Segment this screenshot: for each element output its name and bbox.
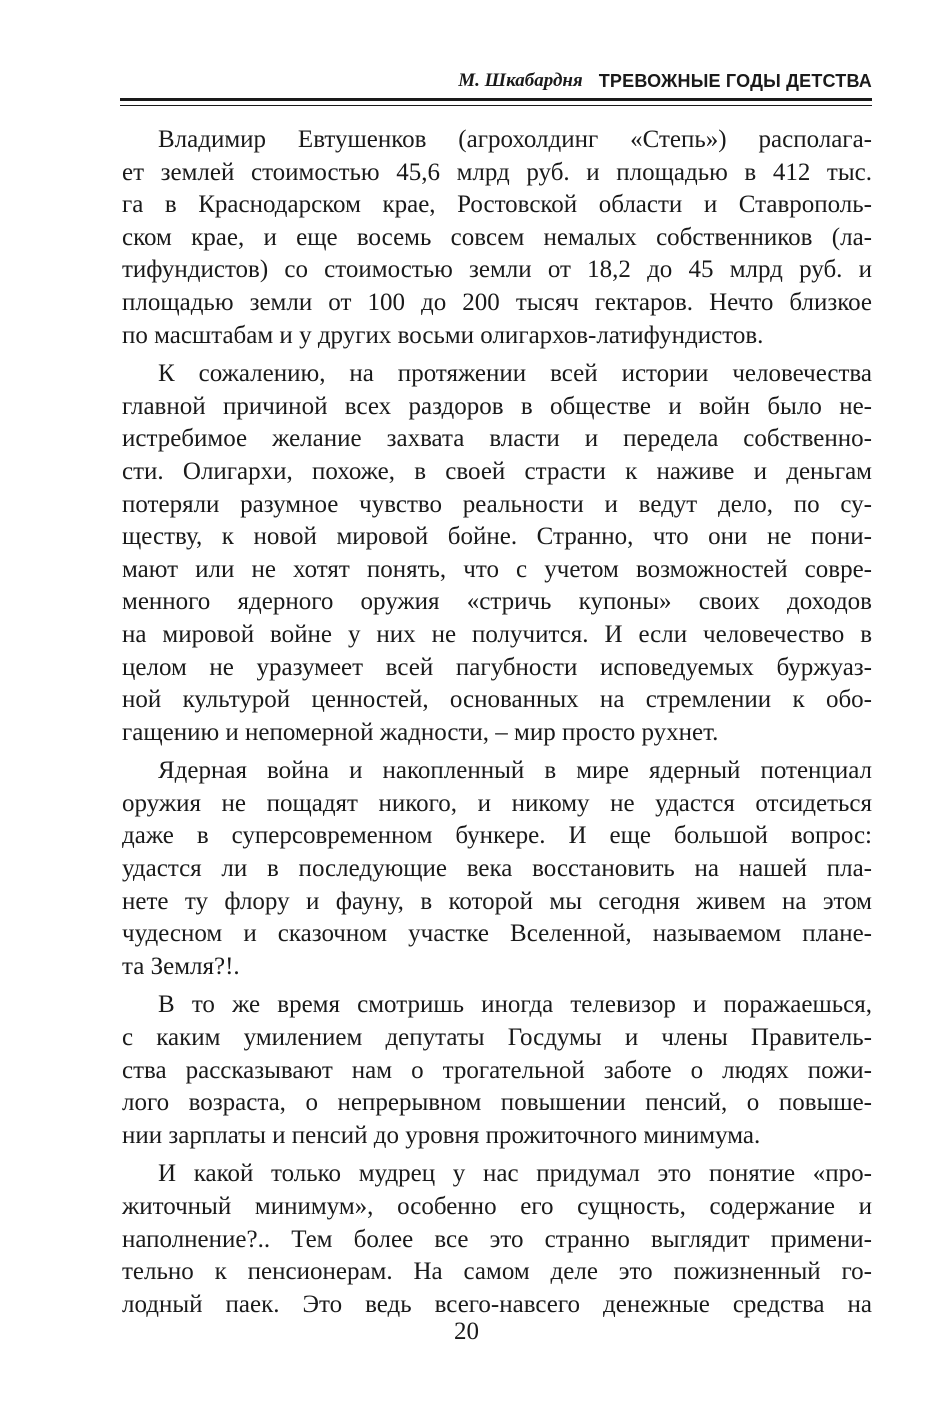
text-line: В то же время смотришь иногда телевизор и поражаешься, [158, 991, 872, 1019]
running-header [120, 62, 872, 92]
paragraph [122, 358, 872, 749]
text-line: истребимое желание захвата власти и передела собственно- [122, 425, 872, 453]
text-line: нете ту флору и фауну, в которой мы сегодня живем на этом [122, 887, 872, 915]
text-line: даже в суперсовременном бункере. И еще большой вопрос: [122, 822, 872, 850]
text-line: ществу, к новой мировой бойне. Странно, что они не пони- [122, 523, 872, 551]
text-line: наполнение?.. Тем более все это странно выглядит примени- [122, 1225, 872, 1253]
text-line: чудесном и сказочном участке Вселенной, называемом плане- [122, 920, 872, 948]
text-line: по масштабам и у других восьми олигархов-латифундистов. [122, 321, 764, 349]
header-rule [120, 98, 872, 106]
text-line: Ядерная война и накопленный в мире ядерный потенциал [158, 757, 872, 785]
text-line: тифундистов) со стоимостью земли от 18,2 до 45 млрд руб. и [122, 256, 872, 284]
paragraph [122, 1158, 872, 1321]
page-number: 20 [454, 1318, 479, 1345]
paragraph [122, 989, 872, 1152]
body-text [122, 124, 872, 1327]
paragraph [122, 124, 872, 352]
text-line: с каким умилением депутаты Госдумы и члены Правитель- [122, 1024, 872, 1052]
text-line: И какой только мудрец у нас придумал это понятие «про- [158, 1160, 872, 1188]
paragraph [122, 755, 872, 983]
text-line: га в Краснодарском крае, Ростовской области и Ставрополь- [122, 191, 872, 219]
text-line: ском крае, и еще восемь совсем немалых собственников (ла- [122, 223, 872, 251]
text-line: Владимир Евтушенков (агрохолдинг «Степь») располага- [158, 126, 872, 153]
text-line: удастся ли в последующие века восстановить на нашей пла- [122, 855, 872, 883]
text-line: К сожалению, на протяжении всей истории человечества [158, 360, 872, 388]
text-line: главной причиной всех раздоров в обществе и войн было не- [122, 392, 872, 420]
text-line: площадью земли от 100 до 200 тысяч гектаров. Нечто близкое [122, 288, 872, 316]
text-line: мают или не хотят понять, что с учетом возможностей совре- [122, 555, 872, 583]
text-line: оружия не пощадят никого, и никому не удастся отсидеться [122, 789, 872, 817]
text-line: лого возраста, о непрерывном повышении пенсий, о повыше- [122, 1089, 872, 1117]
header-author: М. Шкабардня [458, 70, 583, 91]
text-line: та Земля?!. [122, 952, 240, 980]
text-line: нии зарплаты и пенсий до уровня прожиточного минимума. [122, 1121, 761, 1149]
text-line: на мировой войне у них не получится. И если человечество в [122, 620, 872, 648]
header-title: ТРЕВОЖНЫЕ ГОДЫ ДЕТСТВА [598, 71, 872, 91]
text-line: гащению и непомерной жадности, – мир просто рухнет. [122, 718, 719, 746]
text-line: житочный минимум», особенно его сущность, содержание и [122, 1193, 872, 1220]
text-line: потеряли разумное чувство реальности и ведут дело, по су- [122, 490, 872, 518]
text-line: целом не уразумеет всей пагубности исповедуемых буржуаз- [122, 653, 872, 681]
text-line: сти. Олигархи, похоже, в своей страсти к наживе и деньгам [122, 457, 872, 485]
text-line: тельно к пенсионерам. На самом деле это пожизненный го- [122, 1258, 872, 1286]
text-line: ной культурой ценностей, основанных на стремлении к обо- [122, 686, 872, 714]
text-line: ства рассказывают нам о трогательной заботе о людях пожи- [122, 1056, 872, 1084]
text-line: менного ядерного оружия «стричь купоны» своих доходов [122, 588, 872, 616]
text-line: лодный паек. Это ведь всего-навсего денежные средства на [122, 1290, 872, 1318]
text-line: ет землей стоимостью 45,6 млрд руб. и площадью в 412 тыс. [122, 158, 872, 186]
